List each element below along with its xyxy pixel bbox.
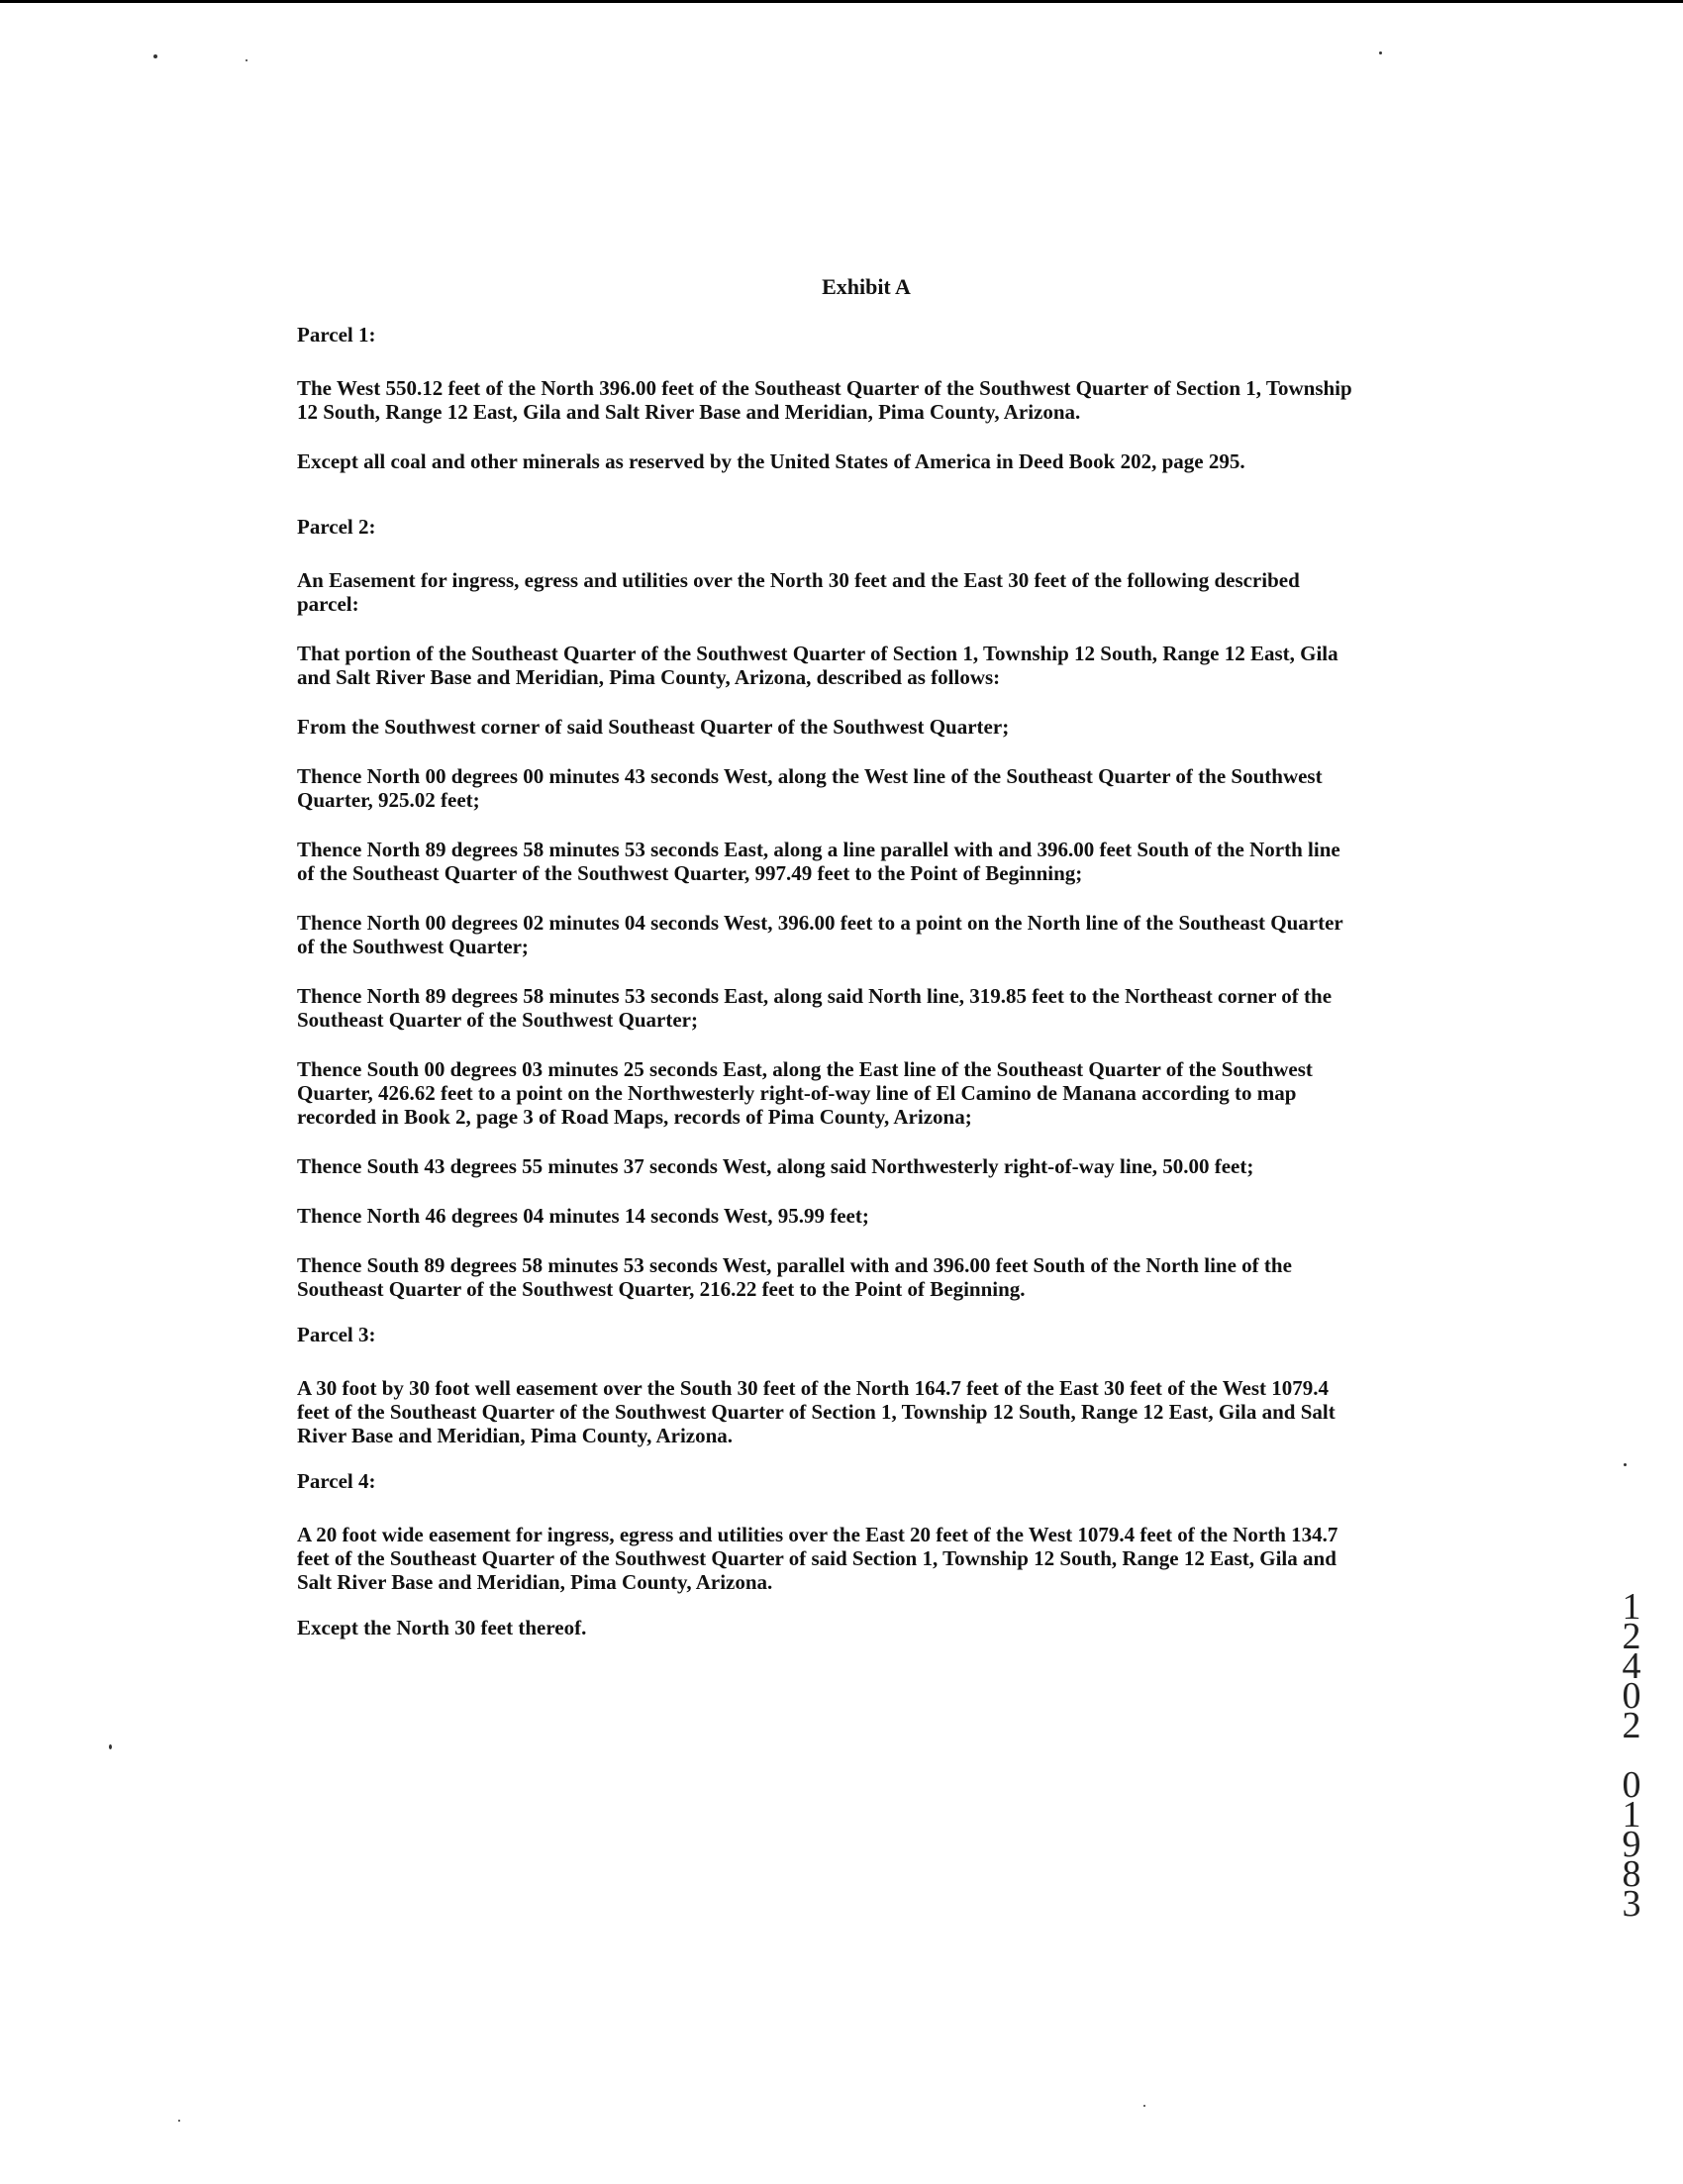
scan-speck — [1624, 1463, 1627, 1466]
parcel-2-course-6: Thence South 43 degrees 55 minutes 37 seconds West, along said Northwesterly right-of-way line, 50.00 feet; — [297, 1154, 1254, 1178]
parcel-2-course-3: Thence North 00 degrees 02 minutes 04 seconds West, 396.00 feet to a point on the North line of the Southeast Quarter of the Southwest Quarter; — [297, 911, 1343, 958]
exhibit-title: Exhibit A — [822, 274, 911, 299]
scan-speck — [1143, 2105, 1145, 2107]
parcel-2-heading: Parcel 2: — [297, 515, 376, 539]
parcel-3-description: A 30 foot by 30 foot well easement over the South 30 feet of the North 164.7 feet of the East 30 feet of the West 1079.4 feet of the Southeast Quarter of the Southwest Quarter of Section 1, Township 12 South, Range 12 East, Gila and Salt River Base and Meridian, Pima County, Arizona. — [297, 1376, 1336, 1447]
parcel-4-exception: Except the North 30 feet thereof. — [297, 1616, 587, 1639]
recording-number: 1 2 4 0 2 0 1 9 8 3 — [1622, 1586, 1641, 1925]
scan-speck — [1379, 51, 1382, 54]
parcel-2-portion: That portion of the Southeast Quarter of the Southwest Quarter of Section 1, Township 12 South, Range 12 East, Gila and Salt River Base and Meridian, Pima County, Arizona, described as follows: — [297, 642, 1338, 689]
parcel-3-heading: Parcel 3: — [297, 1323, 376, 1346]
scan-speck — [109, 1744, 112, 1749]
parcel-1-exception: Except all coal and other minerals as reserved by the United States of America in Deed Book 202, page 295. — [297, 449, 1245, 473]
parcel-2-course-8: Thence South 89 degrees 58 minutes 53 seconds West, parallel with and 396.00 feet South of the North line of the Southeast Quarter of the Southwest Quarter, 216.22 feet to the Point of Beginning. — [297, 1253, 1292, 1301]
scan-speck — [178, 2120, 180, 2122]
parcel-1-description: The West 550.12 feet of the North 396.00 feet of the Southeast Quarter of the Southwest Quarter of Section 1, Township 12 South, Range 12 East, Gila and Salt River Base and Meridian, Pima County, Arizona. — [297, 376, 1352, 424]
top-border-rule — [0, 0, 1683, 3]
parcel-2-course-1: Thence North 00 degrees 00 minutes 43 seconds West, along the West line of the Southeast Quarter of the Southwest Quarter, 925.02 feet; — [297, 764, 1323, 812]
parcel-2-course-5: Thence South 00 degrees 03 minutes 25 seconds East, along the East line of the Southeast Quarter of the Southwest Quarter, 426.62 feet to a point on the Northwesterly right-of-way line of El Camino de Manana according to map recorded in Book 2, page 3 of Road Maps, records of Pima County, Arizona; — [297, 1057, 1313, 1129]
scan-speck — [153, 54, 157, 58]
parcel-1-heading: Parcel 1: — [297, 323, 376, 347]
parcel-2-start-point: From the Southwest corner of said Southeast Quarter of the Southwest Quarter; — [297, 715, 1010, 739]
parcel-2-course-7: Thence North 46 degrees 04 minutes 14 seconds West, 95.99 feet; — [297, 1204, 869, 1228]
parcel-4-heading: Parcel 4: — [297, 1469, 376, 1493]
parcel-2-easement: An Easement for ingress, egress and utilities over the North 30 feet and the East 30 feet of the following described parcel: — [297, 568, 1300, 616]
exhibit-document — [297, 275, 1356, 1665]
parcel-4-description: A 20 foot wide easement for ingress, egress and utilities over the East 20 feet of the West 1079.4 feet of the North 134.7 feet of the Southeast Quarter of the Southwest Quarter of said Section 1, Township 12 South, Range 12 East, Gila and Salt River Base and Meridian, Pima County, Arizona. — [297, 1523, 1338, 1594]
scan-speck — [246, 59, 248, 61]
parcel-2-course-2: Thence North 89 degrees 58 minutes 53 seconds East, along a line parallel with and 396.00 feet South of the North line of the Southeast Quarter of the Southwest Quarter, 997.49 feet to the Point of Beginning; — [297, 838, 1340, 885]
parcel-2-course-4: Thence North 89 degrees 58 minutes 53 seconds East, along said North line, 319.85 feet to the Northeast corner of the Southeast Quarter of the Southwest Quarter; — [297, 984, 1333, 1032]
